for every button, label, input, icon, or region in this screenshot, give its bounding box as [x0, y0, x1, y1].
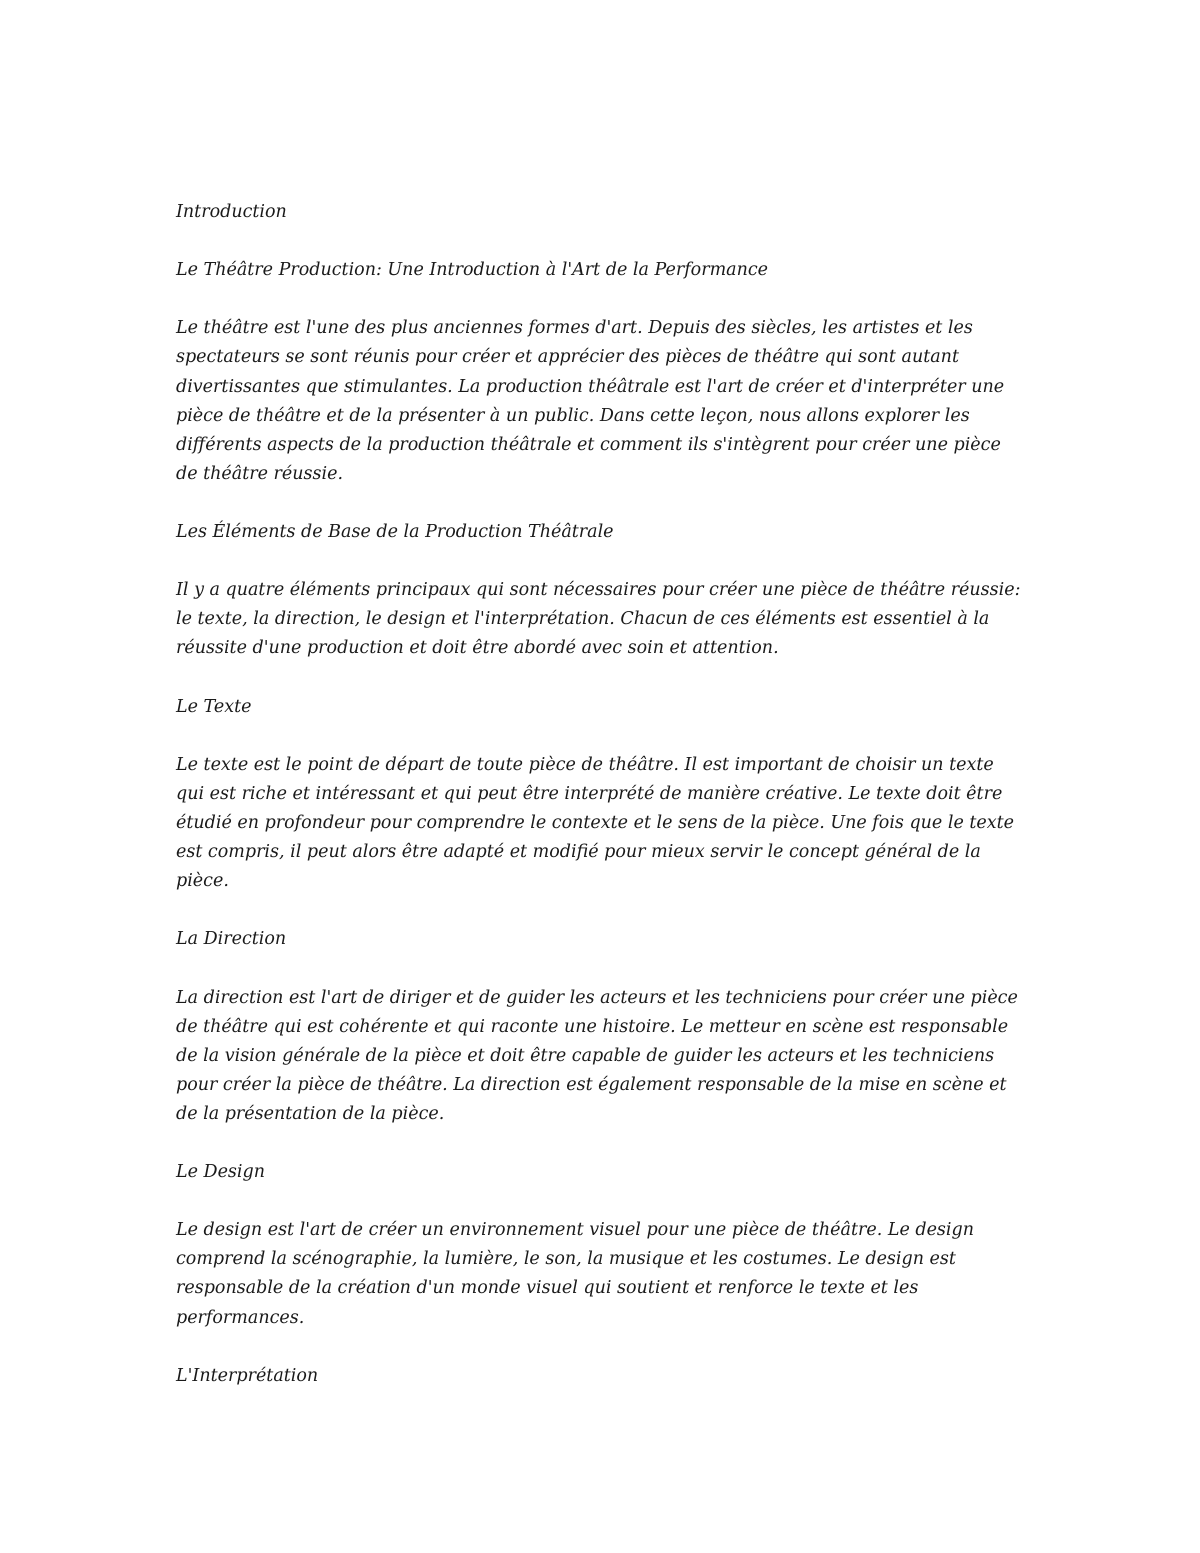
intro-paragraph: Le théâtre est l'une des plus anciennes formes d'art. Depuis des siècles, les artistes et les spectateurs se sont réunis pour créer et apprécier des pièces de théâtre qui sont autant divertissantes que stimulantes. La production théâtrale est l'art de créer et d'interpréter une pièce de théâtre et de la présenter à un public. Dans cette leçon, nous allons explorer les différents aspects de la production théâtrale et comment ils s'intègrent pour créer une pièce de théâtre réussie. [176, 318, 1005, 484]
base-elements-paragraph: Il y a quatre éléments principaux qui sont nécessaires pour créer une pièce de théâtre réussie: le texte, la direction, le design et l'interprétation. Chacun de ces éléments est essentiel à la réussite d'une production et doit être abordé avec soin et attention. [176, 580, 1021, 659]
section-heading-interpretation: L'Interprétation [176, 1365, 319, 1386]
section-heading-introduction: Introduction [176, 202, 287, 222]
section-heading-design: Le Design [176, 1162, 265, 1183]
section-heading-base-elements: Les Éléments de Base de la Production Théâtrale [176, 522, 614, 543]
design-paragraph: Le design est l'art de créer un environnement visuel pour une pièce de théâtre. Le design comprend la scénographie, la lumière, le son, la musique et les costumes. Le design est responsable de la création d'un monde visuel qui soutient et renforce le texte et les performances. [176, 1220, 974, 1328]
document-title: Le Théâtre Production: Une Introduction à l'Art de la Performance [176, 260, 769, 281]
direction-paragraph: La direction est l'art de diriger et de guider les acteurs et les techniciens pour créer une pièce de théâtre qui est cohérente et qui raconte une histoire. Le metteur en scène est responsable de la vision générale de la pièce et doit être capable de guider les acteurs et les techniciens pour créer la pièce de théâtre. La direction est également responsable de la mise en scène et de la présentation de la pièce. [176, 987, 1018, 1124]
texte-paragraph: Le texte est le point de départ de toute pièce de théâtre. Il est important de choisir un texte qui est riche et intéressant et qui peut être interprété de manière créative. Le texte doit être étudié en profondeur pour comprendre le contexte et le sens de la pièce. Une fois que le texte est compris, il peut alors être adapté et modifié pour mieux servir le concept général de la pièce. [176, 754, 1015, 892]
section-heading-texte: Le Texte [176, 696, 252, 717]
document-body [176, 198, 1026, 1420]
section-heading-direction: La Direction [176, 929, 287, 950]
